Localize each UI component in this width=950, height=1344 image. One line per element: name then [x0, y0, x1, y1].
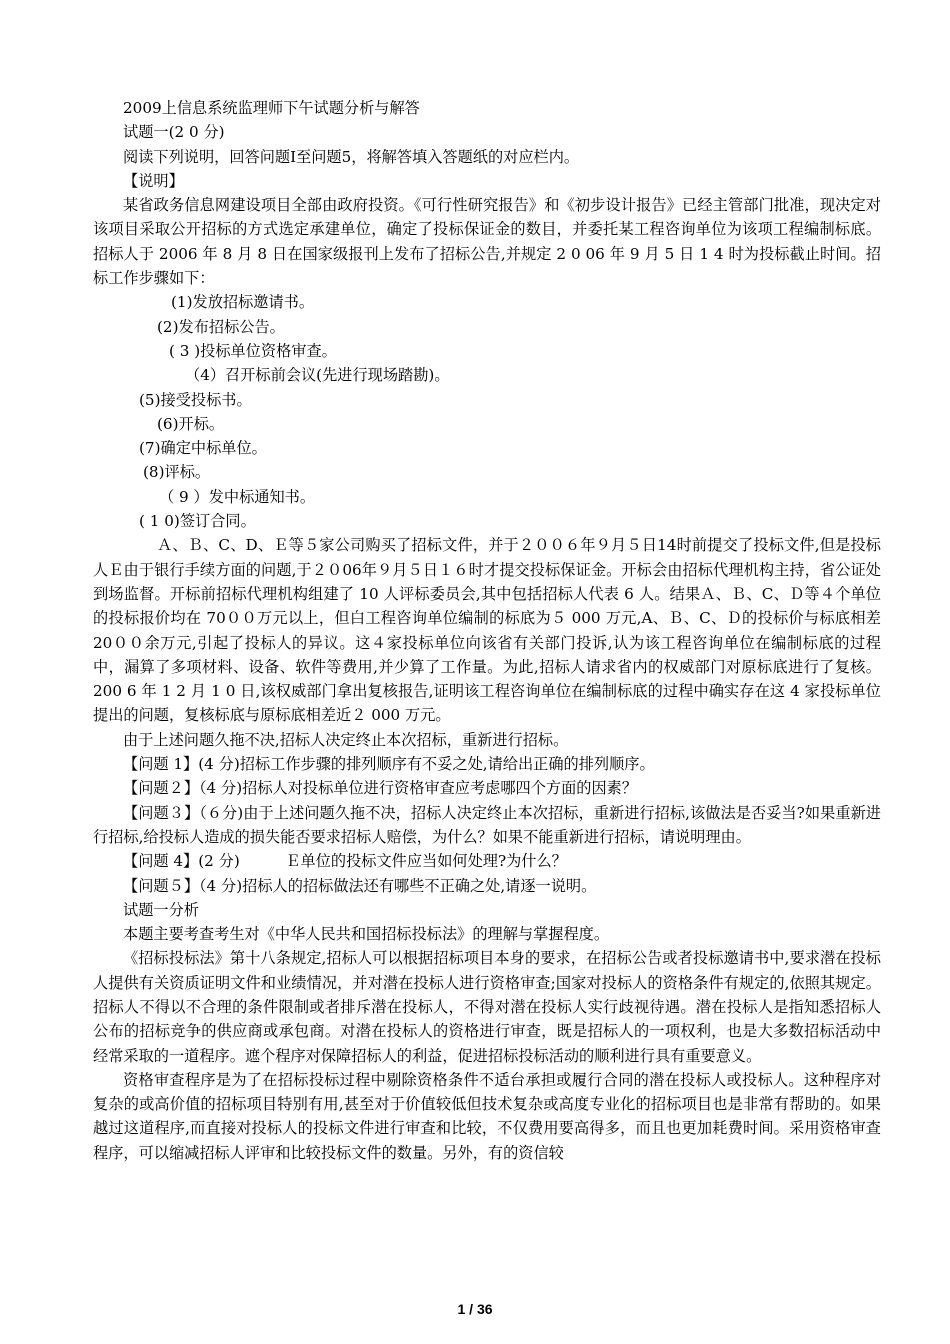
page-current: 1 — [457, 1301, 466, 1317]
analysis-heading: 试题一分析 — [123, 900, 199, 919]
question-item: 【问题 4】(2 分) Ｅ单位的投标文件应当如何处理?为什么？ — [123, 852, 567, 871]
page-total: 36 — [476, 1301, 493, 1317]
step-item: (8)评标。 — [143, 463, 211, 482]
step-item: （ 9 ）发中标通知书。 — [159, 487, 316, 506]
description-heading: 【说明】 — [123, 171, 184, 190]
step-item: (7)确定中标单位。 — [139, 439, 267, 458]
page-number — [0, 1301, 950, 1317]
step-item: ( 3 )投标单位资格审查。 — [169, 341, 337, 360]
analysis-intro: 本题主要考查考生对《中华人民共和国招标投标法》的理解与掌握程度。 — [123, 925, 609, 944]
case-paragraph: Ａ、Ｂ、C、D、Ｅ等５家公司购买了招标文件，并于２００６年９月５日14时前提交了投标文件,但是投标人Ｅ由于银行手续方面的问题,于２０06年９月５日１６时才提交投标保证金。开标会由招标代理机构主持，省公证处到场监督。开标前招标代理机构组建了 10 人评标委员会,其中包括招标人代表 6 人。结果Ａ、Ｂ、C、Ｄ等４个单位的投标报价均在 70００万元以上，但白工程咨询单位编制的标底为５ 000 万元,A、Ｂ、C、Ｄ的投标价与标底相差 20００余万元,引起了投标人的异议。这４家投标单位向该省有关部门投诉,认为该工程咨询单位在编制标底的过程中，漏算了多项材料、设备、软件等费用,并少算了工作量。为此,招标人请求省内的权威部门对原标底进行了复核。200 6 年 1 2 月 1 0 日,该权威部门拿出复核报告,证明该工程咨询单位在编制标底的过程中确实存在这 4 家投标单位提出的问题，复核标底与原标底相差近２ 000 万元。 — [93, 536, 881, 725]
question-item: 【问题２】（4 分)招标人对投标单位进行资格审查应考虑哪四个方面的因素？ — [123, 779, 638, 798]
page-separator: / — [465, 1301, 477, 1317]
analysis-paragraph: 资格审查程序是为了在招标投标过程中剔除资格条件不适台承担或履行合同的潜在投标人或投标人。这种程序对复杂的或高价值的招标项目特别有用,甚至对于价值较低但技术复杂或高度专业化的招标项目也是非常有帮助的。如果越过这道程序,而直接对投标人的投标文件进行审查和比较，不仅费用要高得多，而且也更加耗费时间。采用资格审查程序，可以缩减招标人评审和比较投标文件的数量。另外，有的资信较 — [93, 1070, 881, 1162]
document-body — [93, 96, 881, 1165]
document-title: 2009上信息系统监理师下午试题分析与解答 — [123, 99, 420, 117]
step-item: (5)接受投标书。 — [139, 390, 252, 409]
instruction-text: 阅读下列说明，回答问题Ⅰ至问题5，将解答填入答题纸的对应栏内。 — [123, 147, 580, 166]
question-item: 【问题３】（６分)由于上述问题久拖不决，招标人决定终止本次招标，重新进行招标,该做法是否妥当?如果重新进行招标,给投标人造成的损失能否要求招标人赔偿，为什么？如果不能重新进行招标，请说明理由。 — [93, 803, 881, 846]
step-item: ( 1 0)签订合同。 — [139, 512, 256, 531]
step-item: (1)发放招标邀请书。 — [171, 293, 315, 312]
analysis-paragraph: 《招标投标法》第十八条规定,招标人可以根据招标项目本身的要求，在招标公告或者投标邀请书中,要求潜在投标人提供有关资质证明文件和业绩情况，并对潜在投标人进行资格审查;国家对投标人的资格条件有规定的,依照其规定。招标人不得以不合理的条件限制或者排斥潜在投标人，不得对潜在投标人实行歧视待遇。潜在投标人是指知悉招标人公布的招标竞争的供应商或承包商。对潜在投标人的资格进行审查，既是招标人的一项权利，也是大多数招标活动中经常采取的一道程序。遮个程序对保障招标人的利益，促进招标投标活动的顺利进行具有重要意义。 — [93, 949, 881, 1065]
question-heading: 试题一(2 0 分) — [123, 123, 225, 142]
step-item: （4）召开标前会议(先进行现场踏勘)。 — [185, 366, 450, 385]
description-paragraph: 某省政务信息网建设项目全部由政府投资。《可行性研究报告》和《初步设计报告》已经主管部门批准，现决定对该项目采取公开招标的方式选定承建单位，确定了投标保证金的数目，并委托某工程咨询单位为该项工程编制标底。招标人于 2006 年 8 月 8 日在国家级报刊上发布了招标公告,并规定 2 0 06 年 9 月 5 日 1 4 时为投标截止时间。招标工作步骤如下： — [93, 196, 881, 288]
step-item: (2)发布招标公告。 — [157, 317, 285, 336]
decision-paragraph: 由于上述问题久拖不决,招标人决定终止本次招标，重新进行招标。 — [123, 730, 569, 749]
question-item: 【问题５】（4 分)招标人的招标做法还有哪些不正确之处,请逐一说明。 — [123, 876, 597, 895]
question-item: 【问题 1】(4 分)招标工作步骤的排列顺序有不妥之处,请给出正确的排列顺序。 — [123, 755, 655, 774]
step-item: (6)开标。 — [157, 414, 225, 433]
